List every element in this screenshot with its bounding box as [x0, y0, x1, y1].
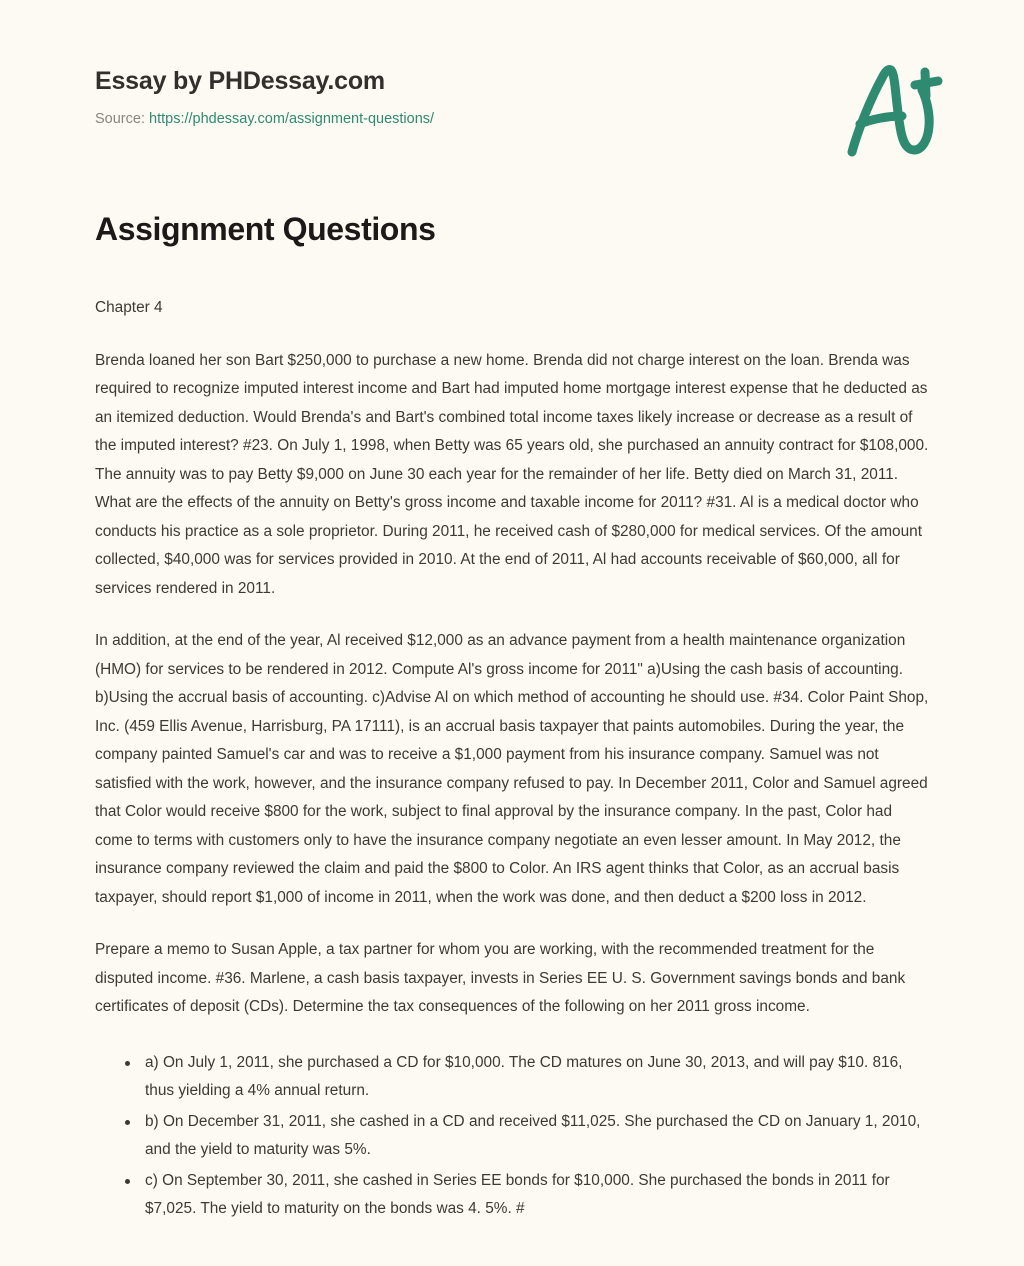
site-header — [0, 0, 1024, 127]
page-title: Assignment Questions — [95, 211, 436, 247]
paragraph-3: Prepare a memo to Susan Apple, a tax partner for whom you are working, with the recommended treatment for the disputed income. #36. Marlene, a cash basis taxpayer, invests in Series EE U. S. Government savings bonds and bank certificates of deposit (CDs). Determine the tax consequences of the following on her 2011 gross income. — [95, 941, 906, 1016]
paragraph-1: Brenda loaned her son Bart $250,000 to purchase a new home. Brenda did not charge interest on the loan. Brenda was required to recognize imputed interest income and Bart had imputed home mortgage interest expense that he deducted as an itemized deduction. Would Brenda's and Bart's combined total income taxes likely increase or decrease as a result of the imputed interest? #23. On July 1, 1998, when Betty was 65 years old, she purchased an annuity contract for $108,000. The annuity was to pay Betty $9,000 on June 30 each year for the remainder of her life. Betty died on March 31, 2011. What are the effects of the annuity on Betty's gross income and taxable income for 2011? #31. Al is a medical doctor who conducts his practice as a sole proprietor. During 2011, he received cash of $280,000 for medical services. Of the amount collected, $40,000 was for services provided in 2010. At the end of 2011, Al had accounts receivable of $60,000, all for services rendered in 2011. — [95, 351, 929, 597]
list-item: b) On December 31, 2011, she cashed in a CD and received $11,025. She purchased the CD on January 1, 2010, and the yield to maturity was 5%. — [125, 1108, 930, 1165]
article-body — [95, 294, 930, 1022]
list-item: c) On September 30, 2011, she cashed in Series EE bonds for $10,000. She purchased the bonds in 2011 for $7,025. The yield to maturity on the bonds was 4. 5%. # — [125, 1167, 930, 1224]
source-line — [95, 110, 930, 129]
source-label: Source: — [95, 110, 145, 127]
source-link[interactable]: https://phdessay.com/assignment-questions/ — [149, 110, 435, 127]
paragraph-2: In addition, at the end of the year, Al received $12,000 as an advance payment from a health maintenance organization (HMO) for services to be rendered in 2012. Compute Al's gross income for 2011" a)Using the cash basis of accounting. b)Using the accrual basis of accounting. c)Advise Al on which method of accounting he should use. #34. Color Paint Shop, Inc. (459 Ellis Avenue, Harrisburg, PA 17111), is an accrual basis taxpayer that paints automobiles. During the year, the company painted Samuel's car and was to receive a $1,000 payment from his insurance company. Samuel was not satisfied with the work, however, and the insurance company refused to pay. In December 2011, Color and Samuel agreed that Color would receive $800 for the work, subject to final approval by the insurance company. In the past, Color had come to terms with customers only to have the insurance company negotiate an even lesser amount. In May 2012, the insurance company reviewed the claim and paid the $800 to Color. An IRS agent thinks that Color, as an accrual basis taxpayer, should report $1,000 of income in 2011, when the work was done, and then deduct a $200 loss in 2012. — [95, 632, 929, 906]
byline: Essay by PHDessay.com — [95, 67, 385, 95]
a-plus-logo-icon — [832, 52, 950, 162]
question-bullet-list — [95, 1049, 930, 1224]
list-item: a) On July 1, 2011, she purchased a CD for $10,000. The CD matures on June 30, 2013, and will pay $10. 816, thus yielding a 4% annual return. — [125, 1049, 930, 1106]
chapter-label: Chapter 4 — [95, 299, 163, 317]
article — [0, 210, 1024, 1266]
